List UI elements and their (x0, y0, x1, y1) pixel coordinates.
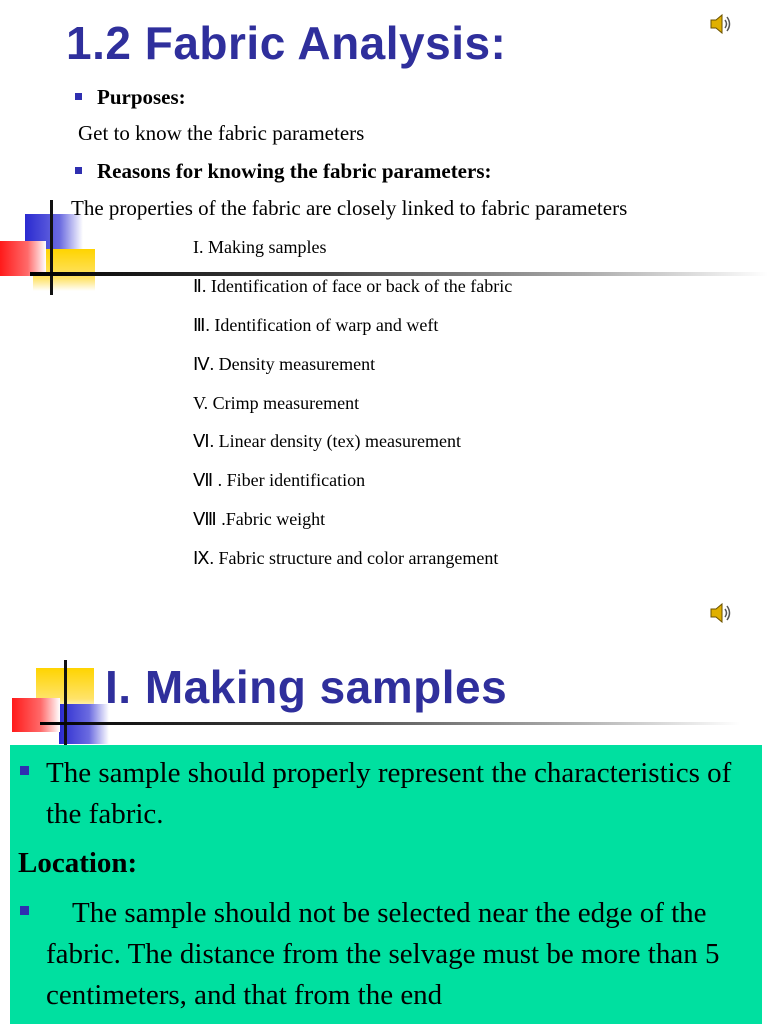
list-item: V. Crimp measurement (193, 393, 360, 413)
location-text: The sample should not be selected near the edge of the fabric. The distance from the selvage must be more than 5 centimeters, and that from the end (46, 897, 720, 1011)
bullet-reasons (75, 167, 82, 174)
list-item: I. Making samples (193, 237, 327, 257)
list-item: Ⅶ . Fiber identification (193, 470, 366, 490)
bullet (20, 766, 29, 775)
speaker-icon[interactable] (709, 600, 735, 626)
list-item: Ⅵ. Linear density (tex) measurement (193, 431, 462, 451)
deco-vertical-line (50, 200, 53, 295)
purposes-text: Get to know the fabric parameters (78, 121, 365, 145)
slide-title: 1.2 Fabric Analysis: (66, 17, 507, 69)
location-description (46, 893, 746, 1016)
deco-red-square (12, 698, 60, 732)
bullet-purposes (75, 93, 82, 100)
location-label: Location: (18, 847, 138, 879)
deco-vertical-line (64, 660, 67, 745)
bullet (20, 906, 29, 915)
list-item: Ⅲ. Identification of warp and weft (193, 315, 439, 335)
deco-red-square (0, 241, 46, 276)
reasons-label: Reasons for knowing the fabric parameters: (97, 159, 492, 183)
deco-horizontal-line (40, 722, 740, 725)
purposes-label: Purposes: (97, 85, 186, 109)
list-item: Ⅱ. Identification of face or back of the fabric (193, 276, 513, 296)
speaker-icon[interactable] (709, 11, 735, 37)
list-item: Ⅷ .Fabric weight (193, 509, 326, 529)
reasons-text: The properties of the fabric are closely linked to fabric parameters (71, 196, 628, 220)
sample-description: The sample should properly represent the characteristics of the fabric. (46, 757, 732, 830)
list-item: Ⅸ. Fabric structure and color arrangement (193, 548, 499, 568)
slide-title: I. Making samples (105, 661, 508, 713)
list-item: Ⅳ. Density measurement (193, 354, 376, 374)
